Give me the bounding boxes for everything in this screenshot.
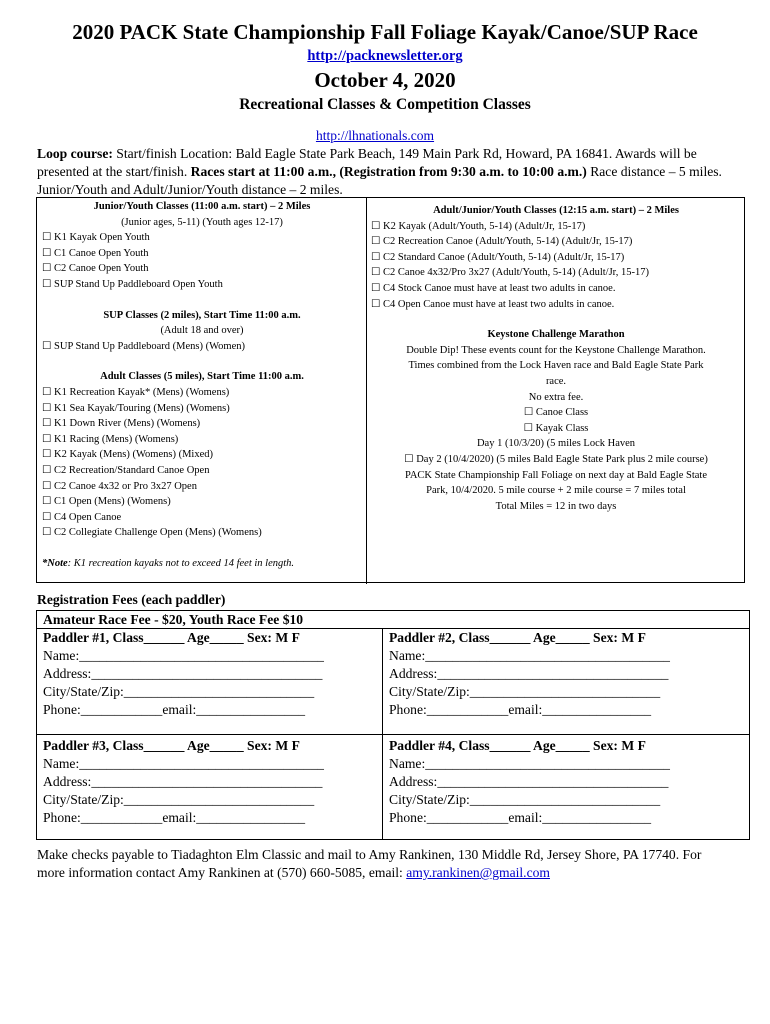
phone-email-field[interactable]: Phone:____________email:________________ — [389, 810, 652, 825]
subtitle: Recreational Classes & Competition Classes — [239, 96, 531, 113]
footer-text: Make checks payable to Tiadaghton Elm Classic and mail to Amy Rankinen, 130 Middle Rd, Jersey Shore, PA 17740. For more information contact Amy Rankinen at (570) 660-5085, email: — [37, 847, 702, 880]
city-field[interactable]: City/State/Zip:____________________________ — [389, 792, 661, 807]
classes-box — [36, 197, 745, 583]
ajy-item[interactable]: ☐ K2 Kayak (Adult/Youth, 5-14) (Adult/Jr, 15-17) — [371, 220, 586, 232]
adult-item[interactable]: ☐ C1 Open (Mens) (Womens) — [42, 496, 171, 508]
note — [42, 556, 362, 572]
loop-label: Loop course: — [37, 146, 113, 161]
lhnationals-link-row — [0, 128, 750, 144]
paddler-4-block[interactable] — [389, 737, 670, 827]
ajy-title: Adult/Junior/Youth Classes (12:15 a.m. start) – 2 Miles — [433, 205, 679, 216]
paddler-3-block[interactable] — [43, 737, 324, 827]
address-field[interactable]: Address:__________________________________ — [389, 666, 669, 681]
registration-form — [36, 610, 750, 840]
loop-bold: Races start at 11:00 a.m., (Registration from 9:30 a.m. to 10:00 a.m.) — [190, 164, 587, 179]
phone-email-field[interactable]: Phone:____________email:________________ — [43, 810, 306, 825]
adult-item[interactable]: ☐ C2 Collegiate Challenge Open (Mens) (Womens) — [42, 527, 262, 539]
name-field[interactable]: Name:____________________________________ — [389, 648, 670, 663]
ajy-item[interactable]: ☐ C2 Recreation Canoe (Adult/Youth, 5-14) (Adult/Jr, 15-17) — [371, 236, 633, 248]
sup-ages: (Adult 18 and over) — [160, 325, 244, 337]
address-field[interactable]: Address:__________________________________ — [43, 666, 323, 681]
loop-course-paragraph — [37, 145, 737, 199]
keystone-line: No extra fee. — [528, 391, 584, 403]
name-field[interactable]: Name:____________________________________ — [43, 648, 324, 663]
ajy-item[interactable]: ☐ C2 Standard Canoe (Adult/Youth, 5-14) (Adult/Jr, 15-17) — [371, 251, 625, 263]
adult-item[interactable]: ☐ K1 Racing (Mens) (Womens) — [42, 433, 179, 445]
registration-title: Registration Fees (each paddler) — [37, 592, 226, 607]
sup-item[interactable]: ☐ SUP Stand Up Paddleboard (Mens) (Women) — [42, 340, 245, 352]
ajy-item[interactable]: ☐ C2 Canoe 4x32/Pro 3x27 (Adult/Youth, 5-14) (Adult/Jr, 15-17) — [371, 267, 650, 279]
adult-item[interactable]: ☐ C2 Canoe 4x32 or Pro 3x27 Open — [42, 480, 197, 492]
keystone-line: Times combined from the Lock Haven race and Bald Eagle State Park — [408, 360, 704, 372]
keystone-line: Day 1 (10/3/20) (5 miles Lock Haven — [476, 438, 636, 450]
loop-text-1: Start/finish Location: Bald Eagle State Park Beach, 149 Main Park Rd, Howard, PA 16841. Awards will be presented at the start/finish. — [37, 146, 697, 179]
page-title: 2020 PACK State Championship Fall Foliage Kayak/Canoe/SUP Race — [72, 20, 698, 44]
right-column — [371, 203, 741, 514]
column-divider — [382, 628, 383, 839]
phone-email-field[interactable]: Phone:____________email:________________ — [389, 702, 652, 717]
name-field[interactable]: Name:____________________________________ — [389, 756, 670, 771]
address-field[interactable]: Address:__________________________________ — [43, 774, 323, 789]
left-column — [42, 199, 362, 571]
junior-ages: (Junior ages, 5-11) (Youth ages 12-17) — [121, 216, 283, 228]
footer-paragraph — [37, 846, 727, 882]
sup-title: SUP Classes (2 miles), Start Time 11:00 a.m. — [103, 309, 301, 321]
website-link-row — [0, 48, 770, 65]
keystone-line: PACK State Championship Fall Foliage on next day at Bald Eagle State — [404, 469, 708, 481]
classes-divider — [366, 198, 367, 584]
keystone-day2-option[interactable]: ☐ Day 2 (10/4/2020) (5 miles Bald Eagle State Park plus 2 mile course) — [404, 453, 708, 465]
paddler-header: Paddler #1, Class______ Age_____ Sex: M F — [43, 630, 300, 645]
note-label: *Note — [42, 557, 68, 569]
event-date: October 4, 2020 — [314, 68, 456, 92]
junior-item[interactable]: ☐ C1 Canoe Open Youth — [42, 247, 149, 259]
phone-email-field[interactable]: Phone:____________email:________________ — [43, 702, 306, 717]
city-field[interactable]: City/State/Zip:____________________________ — [43, 684, 315, 699]
keystone-canoe-option[interactable]: ☐ Canoe Class — [523, 407, 589, 419]
keystone-line: Total Miles = 12 in two days — [495, 500, 617, 512]
paddler-1-block[interactable] — [43, 629, 324, 719]
paddler-header: Paddler #3, Class______ Age_____ Sex: M F — [43, 738, 300, 753]
junior-item[interactable]: ☐ K1 Kayak Open Youth — [42, 232, 150, 244]
city-field[interactable]: City/State/Zip:____________________________ — [43, 792, 315, 807]
junior-item[interactable]: ☐ SUP Stand Up Paddleboard Open Youth — [42, 278, 223, 290]
adult-item[interactable]: ☐ C2 Recreation/Standard Canoe Open — [42, 464, 210, 476]
name-field[interactable]: Name:____________________________________ — [43, 756, 324, 771]
keystone-line: Double Dip! These events count for the Keystone Challenge Marathon. — [406, 344, 706, 356]
junior-title: Junior/Youth Classes (11:00 a.m. start) – 2 Miles — [93, 201, 311, 212]
ajy-item[interactable]: ☐ C4 Stock Canoe must have at least two adults in canoe. — [371, 282, 616, 294]
ajy-item[interactable]: ☐ C4 Open Canoe must have at least two adults in canoe. — [371, 298, 615, 310]
city-field[interactable]: City/State/Zip:____________________________ — [389, 684, 661, 699]
adult-title: Adult Classes (5 miles), Start Time 11:00 a.m. — [100, 371, 304, 383]
keystone-line: race. — [545, 375, 567, 387]
website-link[interactable]: http://packnewsletter.org — [307, 48, 463, 64]
adult-item[interactable]: ☐ K1 Down River (Mens) (Womens) — [42, 418, 201, 430]
keystone-line: Park, 10/4/2020. 5 mile course + 2 mile course = 7 miles total — [426, 485, 686, 497]
adult-item[interactable]: ☐ K1 Sea Kayak/Touring (Mens) (Womens) — [42, 402, 230, 414]
paddler-header: Paddler #4, Class______ Age_____ Sex: M F — [389, 738, 646, 753]
lhnationals-link[interactable]: http://lhnationals.com — [315, 128, 435, 143]
fee-line: Amateur Race Fee - $20, Youth Race Fee $10 — [43, 612, 304, 627]
paddler-2-block[interactable] — [389, 629, 670, 719]
email-link[interactable]: amy.rankinen@gmail.com — [406, 865, 550, 880]
loop-text-2: Race distance – 5 miles. Junior/Youth and Adult/Junior/Youth distance – 2 miles. — [37, 164, 722, 197]
note-text: : K1 recreation kayaks not to exceed 14 feet in length. — [67, 557, 295, 569]
row-divider — [37, 734, 749, 735]
adult-item[interactable]: ☐ C4 Open Canoe — [42, 511, 122, 523]
keystone-title: Keystone Challenge Marathon — [487, 329, 625, 341]
adult-item[interactable]: ☐ K2 Kayak (Mens) (Womens) (Mixed) — [42, 449, 213, 461]
paddler-header: Paddler #2, Class______ Age_____ Sex: M F — [389, 630, 646, 645]
adult-item[interactable]: ☐ K1 Recreation Kayak* (Mens) (Womens) — [42, 386, 230, 398]
junior-item[interactable]: ☐ C2 Canoe Open Youth — [42, 263, 149, 275]
address-field[interactable]: Address:__________________________________ — [389, 774, 669, 789]
keystone-kayak-option[interactable]: ☐ Kayak Class — [523, 422, 589, 434]
